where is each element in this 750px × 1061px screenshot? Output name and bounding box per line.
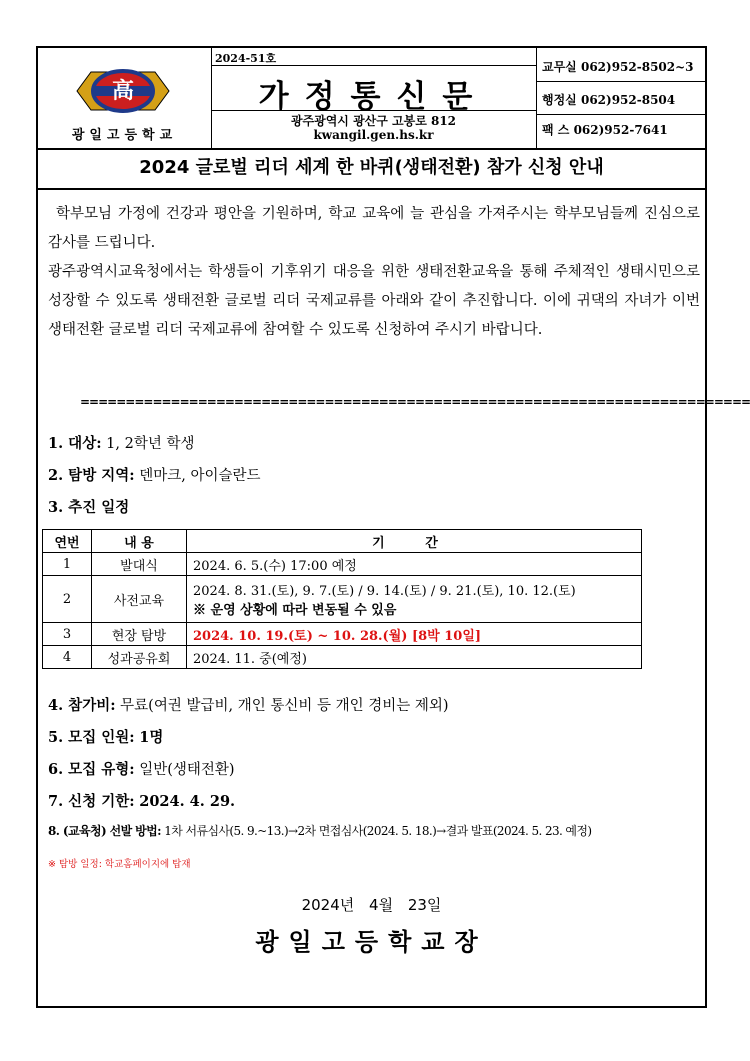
school-name-small: 광일고등학교 bbox=[71, 128, 178, 143]
intro-paragraph-1: 학부모님 가정에 건강과 평안을 기원하며, 학교 교육에 늘 관심을 가져주시는 학부모님들께 진심으로 감사를 드립니다. bbox=[48, 206, 700, 251]
divider bbox=[536, 114, 705, 115]
item-region: 2. 탐방 지역: 덴마크, 아이슬란드 bbox=[48, 467, 261, 484]
contact-office: 교무실 062)952-8502~3 bbox=[542, 60, 694, 74]
row-content: 사전교육 bbox=[92, 576, 187, 623]
item-selection: 8. (교육청) 선발 방법: 1차 서류심사(5. 9.~13.)→2차 면접심사(2024. 5. 18.)→결과 발표(2024. 5. 23. 예정) bbox=[48, 824, 592, 838]
school-address: 광주광역시 광산구 고봉로 812 bbox=[290, 114, 457, 128]
row-no: 3 bbox=[43, 623, 92, 646]
item-type: 6. 모집 유형: 일반(생태전환) bbox=[48, 761, 235, 778]
intro-text bbox=[48, 200, 700, 345]
item-deadline: 7. 신청 기한: 2024. 4. 29. bbox=[48, 793, 236, 810]
table-row bbox=[43, 576, 642, 623]
row-no: 4 bbox=[43, 646, 92, 669]
issue-date: 2024년 4월 23일 bbox=[301, 896, 442, 914]
newsletter-page bbox=[36, 46, 750, 1008]
row-content: 성과공유회 bbox=[92, 646, 187, 669]
table-row bbox=[43, 553, 642, 576]
schedule-table bbox=[42, 529, 642, 669]
newsletter-title-block bbox=[211, 48, 537, 148]
emblem-text: 高 bbox=[111, 78, 135, 104]
period-text: 2024. 8. 31.(토), 9. 7.(토) / 9. 14.(토) / 9. 21.(토), 10. 12.(토) bbox=[193, 584, 576, 599]
row-period bbox=[187, 576, 642, 623]
item-recruit: 5. 모집 인원: 1명 bbox=[48, 729, 164, 746]
school-website: kwangil.gen.hs.kr bbox=[313, 128, 434, 142]
row-period: 2024. 10. 19.(토) ~ 10. 28.(월) [8박 10일] bbox=[187, 623, 642, 646]
item-target: 1. 대상: 1, 2학년 학생 bbox=[48, 435, 195, 452]
separator-line: ========================================================================== bbox=[80, 395, 750, 409]
table-row bbox=[43, 623, 642, 646]
period-note: ※ 운영 상황에 따라 변동될 수 있음 bbox=[193, 603, 397, 618]
item-fee: 4. 참가비: 무료(여권 발급비, 개인 통신비 등 개인 경비는 제외) bbox=[48, 697, 449, 714]
divider bbox=[211, 65, 536, 66]
school-emblem-icon bbox=[73, 60, 173, 122]
item-schedule: 3. 추진 일정 bbox=[48, 499, 130, 516]
divider bbox=[211, 110, 536, 111]
contact-fax: 팩 스 062)952-7641 bbox=[542, 123, 668, 137]
document-title: 2024 글로벌 리더 세계 한 바퀴(생태전환) 참가 신청 안내 bbox=[38, 148, 705, 190]
row-period: 2024. 11. 중(예정) bbox=[187, 646, 642, 669]
issue-number: 2024-51호 bbox=[215, 52, 277, 65]
row-no: 1 bbox=[43, 553, 92, 576]
principal-signature: 광일고등학교장 bbox=[255, 927, 488, 956]
table-header-row bbox=[43, 530, 642, 553]
row-content: 현장 탐방 bbox=[92, 623, 187, 646]
newsletter-title: 가정통신문 bbox=[258, 79, 489, 115]
contact-admin: 행정실 062)952-8504 bbox=[542, 93, 676, 107]
row-no: 2 bbox=[43, 576, 92, 623]
contact-block bbox=[536, 48, 705, 148]
row-content: 발대식 bbox=[92, 553, 187, 576]
table-row bbox=[43, 646, 642, 669]
newsletter-header bbox=[38, 48, 705, 150]
school-logo-block bbox=[38, 48, 212, 148]
row-period: 2024. 6. 5.(수) 17:00 예정 bbox=[187, 553, 642, 576]
header-no: 연번 bbox=[43, 530, 92, 553]
header-period: 기 간 bbox=[187, 530, 642, 553]
header-content: 내 용 bbox=[92, 530, 187, 553]
divider bbox=[536, 81, 705, 82]
footnote: ※ 탐방 일정: 학교홈페이지에 탑재 bbox=[48, 859, 191, 870]
intro-paragraph-2: 광주광역시교육청에서는 학생들이 기후위기 대응을 위한 생태전환교육을 통해 주체적인 생태시민으로 성장할 수 있도록 생태전환 글로벌 리더 국제교류를 아래와 같이 추진합니다. 이에 귀댁의 자녀가 이번 생태전환 글로벌 리더 국제교류에 참여할 수 있도록 신청하여 주시기 바랍니다. bbox=[48, 264, 700, 338]
